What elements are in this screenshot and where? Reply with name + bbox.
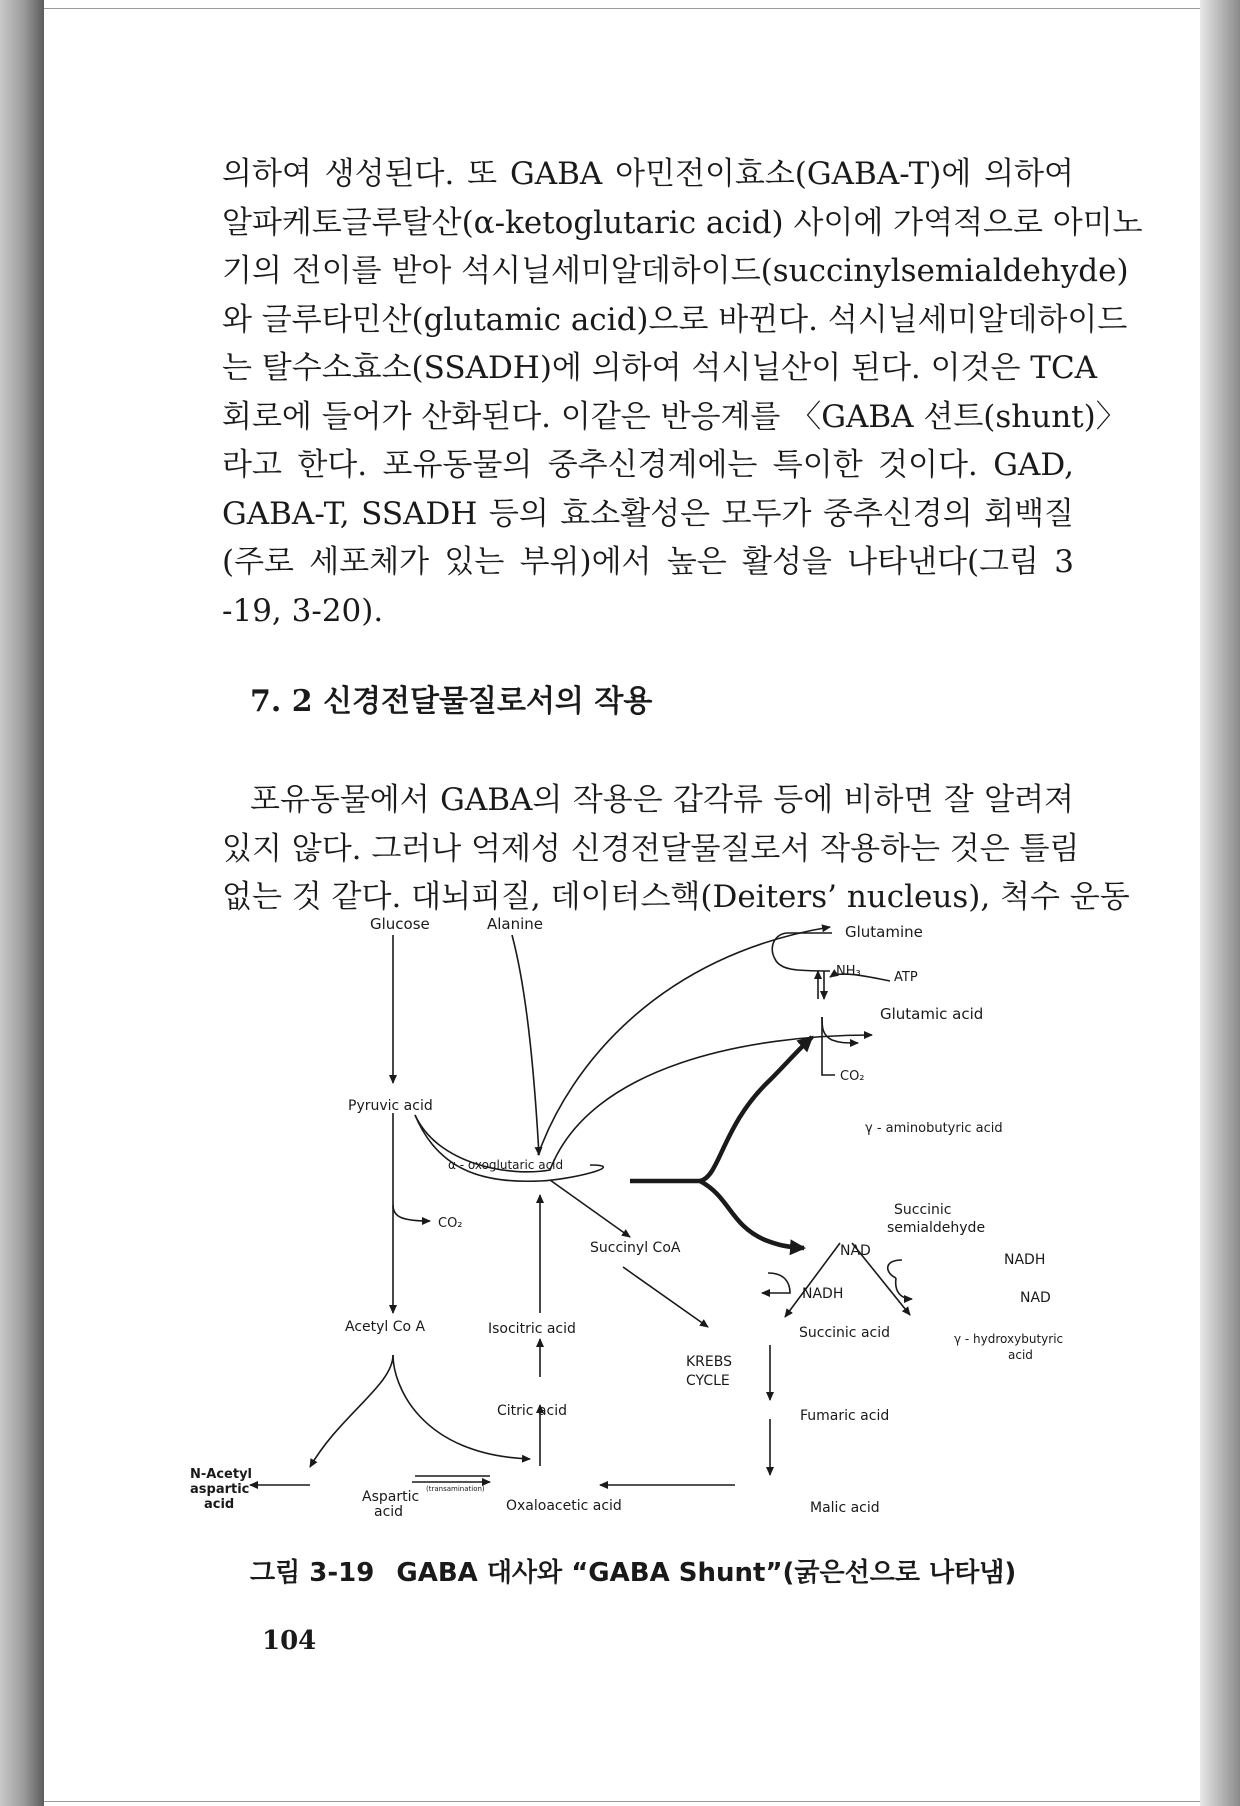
text-line: 는 탈수소효소(SSADH)에 의하여 석시닐산이 된다. 이것은 TCA [222,350,1098,386]
label-transamination: (transamination) [426,1485,485,1493]
label-oxoglutaric-acid: α - oxoglutaric acid [448,1158,564,1172]
label-co2-glutamic: CO₂ [840,1069,865,1084]
text-line: -19, 3-20). [222,592,384,629]
arrow-alanine-oxoglutaric [512,935,539,1155]
book-spine-edge [0,0,44,1806]
text-line: (주로 세포체가 있는 부위)에서 높은 활성을 나타낸다(그림 3 [222,544,1074,580]
label-nad-left: NAD [840,1243,871,1259]
label-oxaloacetic-acid: Oxaloacetic acid [506,1498,622,1514]
section-heading: 7. 2 신경전달물질로서의 작용 [250,684,653,719]
page-number: 104 [262,1626,317,1656]
arrow-oxoglutaric-succinylcoa [550,1180,630,1237]
label-nadh-left: NADH [802,1286,844,1302]
label-cycle: CYCLE [686,1373,730,1389]
arrow-nadh-nad-right-b [896,1278,912,1299]
label-nadh-right: NADH [1004,1252,1046,1268]
paragraph-neurotransmitter [222,776,1130,922]
label-krebs: KREBS [686,1354,732,1370]
label-gaba: γ - aminobutyric acid [865,1121,1003,1136]
book-page-edge [1200,0,1240,1806]
label-co2-pyruvate: CO₂ [438,1216,463,1231]
label-alanine: Alanine [487,915,544,933]
figure-number: 그림 3-19 [250,1558,375,1588]
label-succinyl-coa: Succinyl CoA [590,1240,681,1256]
label-aspartic-acid-2: acid [374,1504,404,1520]
label-pyruvic-acid: Pyruvic acid [348,1098,433,1114]
label-glucose: Glucose [370,915,430,933]
arrow-acetylcoa-n-acetylaspartic [310,1355,393,1467]
figure-caption-text: GABA 대사와 “GABA Shunt”(굵은선으로 나타냄) [396,1558,1017,1588]
text-line: 포유동물에서 GABA의 작용은 갑각류 등에 비하면 잘 알려져 [250,782,1074,818]
arrow-glutamic-co2 [822,1017,835,1075]
text-line: 알파케토글루탈산(α-ketoglutaric acid) 사이에 가역적으로 아미노 [222,204,1143,241]
text-line: GABA-T, SSADH 등의 효소활성은 모두가 중추신경의 회백질 [222,495,1074,532]
label-n-acetyl-1: N-Acetyl [190,1467,253,1482]
paragraph-gaba-metabolism [222,150,1143,635]
label-isocitric-acid: Isocitric acid [488,1321,576,1337]
label-hydroxybutyric-2: acid [1008,1348,1033,1362]
arrow-pyruvic-glutamic [415,1035,872,1172]
label-atp: ATP [894,970,918,985]
arrow-glutamine-to-glutamate [772,933,832,971]
label-nad-right: NAD [1020,1290,1051,1306]
text-line: 라고 한다. 포유동물의 중추신경계에는 특이한 것이다. GAD, [222,447,1074,483]
label-n-acetyl-2: aspartic [190,1482,250,1497]
arrow-succinylcoa-succinic [623,1267,708,1327]
arrow-semialdehyde-succinic [785,1243,840,1317]
text-line: 와 글루타민산(glutamic acid)으로 바뀐다. 석시닐세미알데하이드 [222,301,1128,338]
label-n-acetyl-3: acid [204,1497,235,1512]
arrow-glutamic-gaba [822,1017,858,1043]
label-acetyl-coa: Acetyl Co A [345,1319,426,1335]
label-nh3: NH₃ [836,964,861,979]
label-glutamic-acid: Glutamic acid [880,1005,984,1023]
label-hydroxybutyric-1: γ - hydroxybutyric [954,1332,1064,1346]
text-line: 없는 것 같다. 대뇌피질, 데이터스핵(Deiters’ nucleus), 척수 운동 [222,879,1130,915]
label-citric-acid: Citric acid [497,1403,567,1419]
text-line: 의하여 생성된다. 또 GABA 아민전이효소(GABA-T)에 의하여 [222,156,1074,192]
shunt-to-semialdehyde [700,1181,804,1248]
label-succinic-acid: Succinic acid [799,1325,891,1341]
label-succinic-semialdehyde-2: semialdehyde [887,1220,986,1236]
arrow-nad-nadh-left [762,1273,790,1293]
gaba-shunt-diagram [190,915,1110,1535]
arrow-nadh-nad-right [888,1260,902,1278]
label-glutamine: Glutamine [845,923,923,941]
label-fumaric-acid: Fumaric acid [800,1408,890,1424]
text-line: 있지 않다. 그러나 억제성 신경전달물질로서 작용하는 것은 틀림 [222,830,1080,867]
arrow-co2-from-pyruvate [393,1205,430,1221]
label-succinic-semialdehyde-1: Succinic [894,1202,952,1218]
label-malic-acid: Malic acid [810,1500,880,1516]
text-line: 회로에 들어가 산화된다. 이같은 반응계를 〈GABA 션트(shunt)〉 [222,398,1127,435]
shunt-to-glutamic [700,1037,812,1181]
text-line: 기의 전이를 받아 석시닐세미알데하이드(succinylsemialdehyde) [222,253,1129,289]
figure-caption [250,1552,1016,1589]
label-aspartic-acid-1: Aspartic [362,1489,420,1505]
